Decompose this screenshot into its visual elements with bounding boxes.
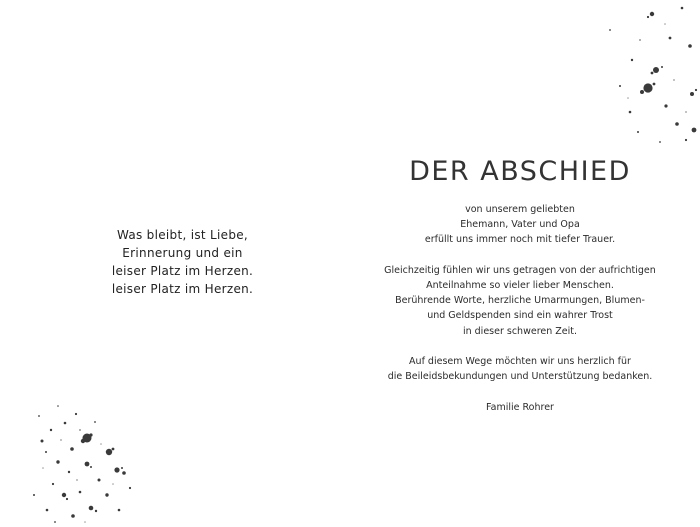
message-body — [350, 202, 690, 415]
intro-line: von unserem geliebten — [465, 204, 575, 215]
poem-line: leiser Platz im Herzen. — [111, 282, 254, 296]
poem-line: Erinnerung und ein — [122, 246, 243, 260]
paragraph-line: Anteilnahme so vieler lieber Menschen. — [426, 280, 614, 291]
paragraph-line: die Beileidsbekundungen und Unterstützung bedanken. — [387, 371, 653, 383]
ink-splatter-bottom-left-icon — [25, 392, 145, 527]
paragraph-line: in dieser schweren Zeit. — [462, 325, 578, 337]
paragraph-line: Berührende Worte, herzliche Umarmungen, Blumen- — [395, 295, 645, 307]
ink-splatter-top-right-icon — [570, 0, 700, 150]
right-panel — [350, 0, 700, 527]
poem-line: leiser Platz im Herzen. — [111, 264, 254, 278]
paragraph-line: und Geldspenden sind ein wahrer Trost — [427, 310, 613, 322]
paragraph-spacer — [350, 384, 690, 399]
paragraph-spacer — [350, 248, 690, 263]
page-title: DER ABSCHIED — [409, 156, 631, 187]
paragraph-line: Gleichzeitig fühlen wir uns getragen von der aufrichtigen — [384, 264, 656, 276]
signature: Familie Rohrer — [486, 401, 554, 413]
paragraph-spacer — [350, 339, 690, 354]
intro-line: erfüllt uns immer noch mit tiefer Trauer. — [424, 234, 616, 246]
poem — [60, 226, 305, 298]
intro-line: Ehemann, Vater und Opa — [460, 219, 580, 231]
poem-line: Was bleibt, ist Liebe, — [116, 228, 249, 242]
paragraph-line: Auf diesem Wege möchten wir uns herzlich für — [409, 356, 631, 367]
